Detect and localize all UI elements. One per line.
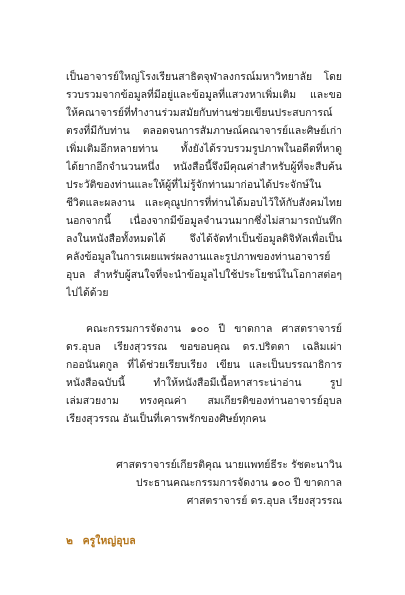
text-line: คณะกรรมการจัดงาน ๑๐๐ ปี ขาดกาล ศาสตราจารย์ xyxy=(86,323,342,335)
text-line: ตรงที่มีกับท่าน ตลอดจนการสัมภาษณ์คณาจารย์และศิษย์เก่า xyxy=(66,125,342,137)
text-line: ดร.อุบล เรียงสุวรรณ ขอขอบคุณ ดร.ปริตตา เฉลิมเผ่า xyxy=(66,341,342,353)
page-footer xyxy=(66,532,136,549)
text-line: ชีวิตและผลงาน และคุณูปการที่ท่านได้มอบไว้ให้กับสังคมไทย xyxy=(66,197,342,209)
text-line: เพิ่มเติมอีกหลายท่าน ทั้งยังได้รวบรวมรูปภาพในอดีตที่หาดู xyxy=(66,143,342,155)
text-line: หนังสือฉบับนี้ ทำให้หนังสือมีเนื้อหาสาระน่าอ่าน รูป xyxy=(66,377,342,389)
signature-event: ศาสตราจารย์ ดร.อุบล เรียงสุวรรณ xyxy=(186,495,342,507)
text-line: ให้คณาจารย์ที่ทำงานร่วมสมัยกับท่านช่วยเขียนประสบการณ์ xyxy=(66,107,333,119)
text-line: เรียงสุวรรณ อันเป็นที่เคารพรักของศิษย์ทุกคน xyxy=(66,413,266,425)
text-line: เป็นอาจารย์ใหญ่โรงเรียนสาธิตจุฬาลงกรณ์มหาวิทยาลัย โดย xyxy=(66,71,342,83)
text-line: คลังข้อมูลในการเผยแพร่ผลงานและรูปภาพของท่านอาจารย์ xyxy=(66,251,331,263)
signature-position: ประธานคณะกรรมการจัดงาน ๑๐๐ ปี ขาดกาล xyxy=(135,477,342,489)
text-line: นอกจากนี้ เนื่องจากมีข้อมูลจำนวนมากซึ่งไม่สามารถบันทึก xyxy=(66,215,342,227)
signature-name: ศาสตราจารย์เกียรติคุณ นายแพทย์ธีระ รัชตะนาวิน xyxy=(116,459,342,471)
text-line: รวบรวมจากข้อมูลที่มีอยู่และข้อมูลที่แสวงหาเพิ่มเติม และขอ xyxy=(66,89,342,101)
text-line: เล่มสวยงาม ทรงคุณค่า สมเกียรติของท่านอาจารย์อุบล xyxy=(66,395,342,407)
text-line: ลงในหนังสือทั้งหมดได้ จึงได้จัดทำเป็นข้อมูลดิจิทัลเพื่อเป็น xyxy=(66,233,342,245)
text-line: ไปได้ด้วย xyxy=(66,287,109,299)
book-title: ครูใหญ่อุบล xyxy=(82,535,136,547)
text-line: กออนันตกูล ที่ได้ช่วยเรียบเรียง เขียน และเป็นบรรณาธิการ xyxy=(66,359,342,371)
text-line: ได้ยากอีกจำนวนหนึ่ง หนังสือนี้จึงมีคุณค่าสำหรับผู้ที่จะสืบค้น xyxy=(66,161,342,173)
text-line: อุบล สำหรับผู้สนใจที่จะนำข้อมูลไปใช้ประโยชน์ในโอกาสต่อๆ xyxy=(66,269,342,281)
text-line: ประวัติของท่านและให้ผู้ที่ไม่รู้จักท่านมาก่อนได้ประจักษ์ใน xyxy=(66,179,322,191)
page-number: ๒ xyxy=(66,535,73,547)
